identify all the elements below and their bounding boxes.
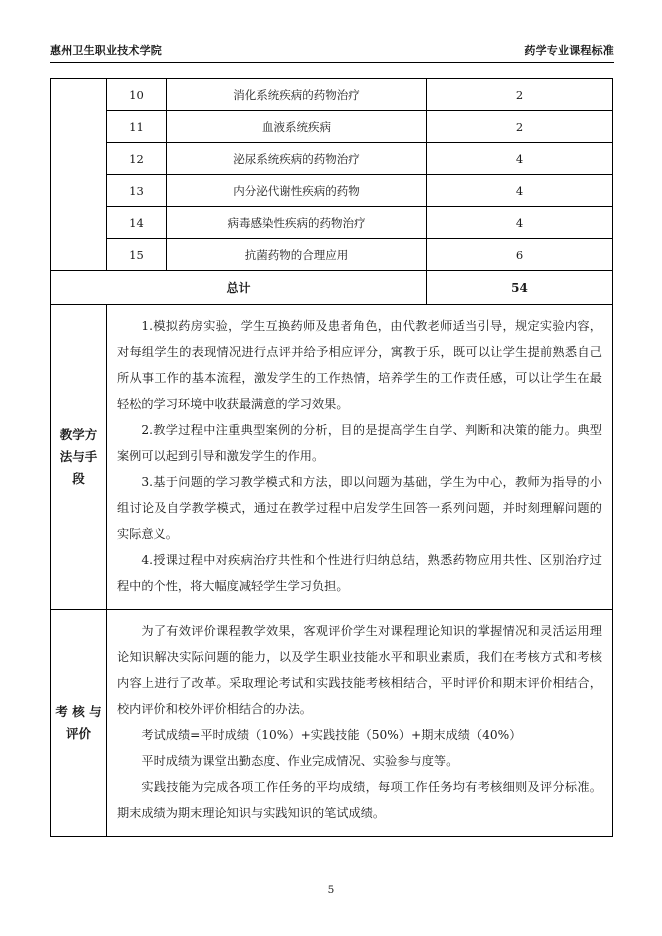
row-topic: 血液系统疾病 (167, 111, 427, 143)
row-number: 12 (107, 143, 167, 175)
paragraph: 为了有效评价课程教学效果，客观评价学生对课程理论知识的掌握情况和灵活运用理论知识解决实际问题的能力，以及学生职业技能水平和职业素质，我们在考核方式和考核内容上进行了改革。采取理论考试和实践技能考核相结合，平时评价和期末评价相结合，校内评价和校外评价相结合的办法。 (117, 624, 602, 716)
section-body-assessment (107, 610, 613, 837)
table-row (51, 207, 613, 239)
row-label-spacer (51, 175, 107, 207)
row-number: 10 (107, 79, 167, 111)
section-row-assessment (51, 610, 613, 837)
row-number: 11 (107, 111, 167, 143)
row-topic: 病毒感染性疾病的药物治疗 (167, 207, 427, 239)
running-header (50, 44, 614, 58)
paragraph: 1.模拟药房实验，学生互换药师及患者角色，由代教老师适当引导，规定实验内容，对每组学生的表现情况进行点评并给予相应评分，寓教于乐，既可以让学生提前熟悉自己所从事工作的基本流程，激发学生的工作热情，培养学生的工作责任感，可以让学生在最轻松的学习环境中收获最满意的学习效果。 (117, 319, 602, 411)
row-hours: 2 (427, 79, 613, 111)
paragraph: 平时成绩为课堂出勤态度、作业完成情况、实验参与度等。 (141, 754, 459, 768)
table-row (51, 175, 613, 207)
header-left-text: 惠州卫生职业技术学院 (50, 44, 162, 57)
paragraph: 3.基于问题的学习教学模式和方法，即以问题为基础，学生为中心，教师为指导的小组讨论及自学教学模式，通过在教学过程中启发学生回答一系列问题，并时刻理解问题的实际意义。 (117, 475, 602, 541)
section-body-teaching-methods (107, 305, 613, 610)
row-hours: 4 (427, 175, 613, 207)
row-label-spacer (51, 143, 107, 175)
paragraph: 考试成绩=平时成绩（10%）+实践技能（50%）+期末成绩（40%） (141, 728, 522, 742)
paragraph: 实践技能为完成各项工作任务的平均成绩，每项工作任务均有考核细则及评分标准。期末成绩为期末理论知识与实践知识的笔试成绩。 (117, 780, 602, 820)
course-standard-table (50, 78, 613, 837)
total-label: 总计 (51, 271, 427, 305)
row-hours: 2 (427, 111, 613, 143)
row-number: 13 (107, 175, 167, 207)
row-topic: 抗菌药物的合理应用 (167, 239, 427, 271)
table-total-row (51, 271, 613, 305)
row-hours: 4 (427, 207, 613, 239)
row-hours: 6 (427, 239, 613, 271)
row-topic: 内分泌代谢性疾病的药物 (167, 175, 427, 207)
row-label-spacer (51, 207, 107, 239)
header-divider (50, 62, 614, 63)
header-right-text: 药学专业课程标准 (524, 44, 614, 57)
row-number: 14 (107, 207, 167, 239)
section-label-assessment: 考 核 与评价 (51, 610, 107, 837)
row-topic: 消化系统疾病的药物治疗 (167, 79, 427, 111)
table-row (51, 239, 613, 271)
paragraph: 4.授课过程中对疾病治疗共性和个性进行归纳总结，熟悉药物应用共性、区别治疗过程中的个性，将大幅度减轻学生学习负担。 (117, 553, 602, 593)
total-hours: 54 (427, 271, 613, 305)
row-label-spacer (51, 111, 107, 143)
paragraph: 2.教学过程中注重典型案例的分析，目的是提高学生自学、判断和决策的能力。典型案例可以起到引导和激发学生的作用。 (117, 423, 602, 463)
section-row-teaching-methods (51, 305, 613, 610)
table-row (51, 143, 613, 175)
row-label-spacer (51, 79, 107, 111)
row-topic: 泌尿系统疾病的药物治疗 (167, 143, 427, 175)
row-hours: 4 (427, 143, 613, 175)
row-number: 15 (107, 239, 167, 271)
table-row (51, 79, 613, 111)
section-label-teaching-methods: 教学方法与手段 (51, 305, 107, 610)
page-number: 5 (327, 884, 335, 896)
table-row (51, 111, 613, 143)
table-body (51, 79, 613, 837)
row-label-spacer (51, 239, 107, 271)
